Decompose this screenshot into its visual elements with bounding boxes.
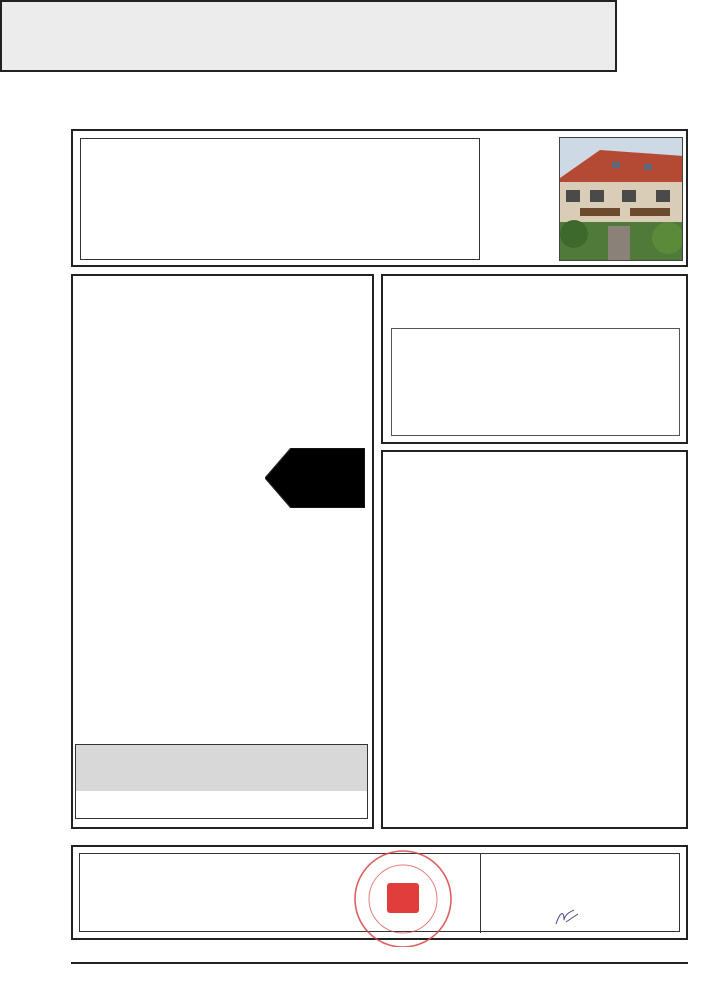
- building-info-fields: [80, 138, 480, 260]
- distribution-chart: [391, 328, 680, 436]
- classification-section: [71, 274, 374, 829]
- specialist-section: [71, 845, 688, 940]
- result-class-marker: [265, 448, 365, 513]
- energy-distribution-section: [381, 274, 688, 444]
- footer-rule: [71, 962, 688, 964]
- requirement-label: [76, 745, 367, 791]
- requirement-box: [75, 744, 368, 819]
- building-info-section: [71, 129, 688, 267]
- indicators-section: [381, 450, 688, 829]
- specialist-stamp: [343, 843, 463, 947]
- footer-divider: [480, 854, 481, 933]
- document-header: [0, 0, 617, 72]
- signature-mark: [552, 908, 582, 928]
- building-photo: [559, 137, 683, 261]
- distribution-pie: [587, 332, 679, 424]
